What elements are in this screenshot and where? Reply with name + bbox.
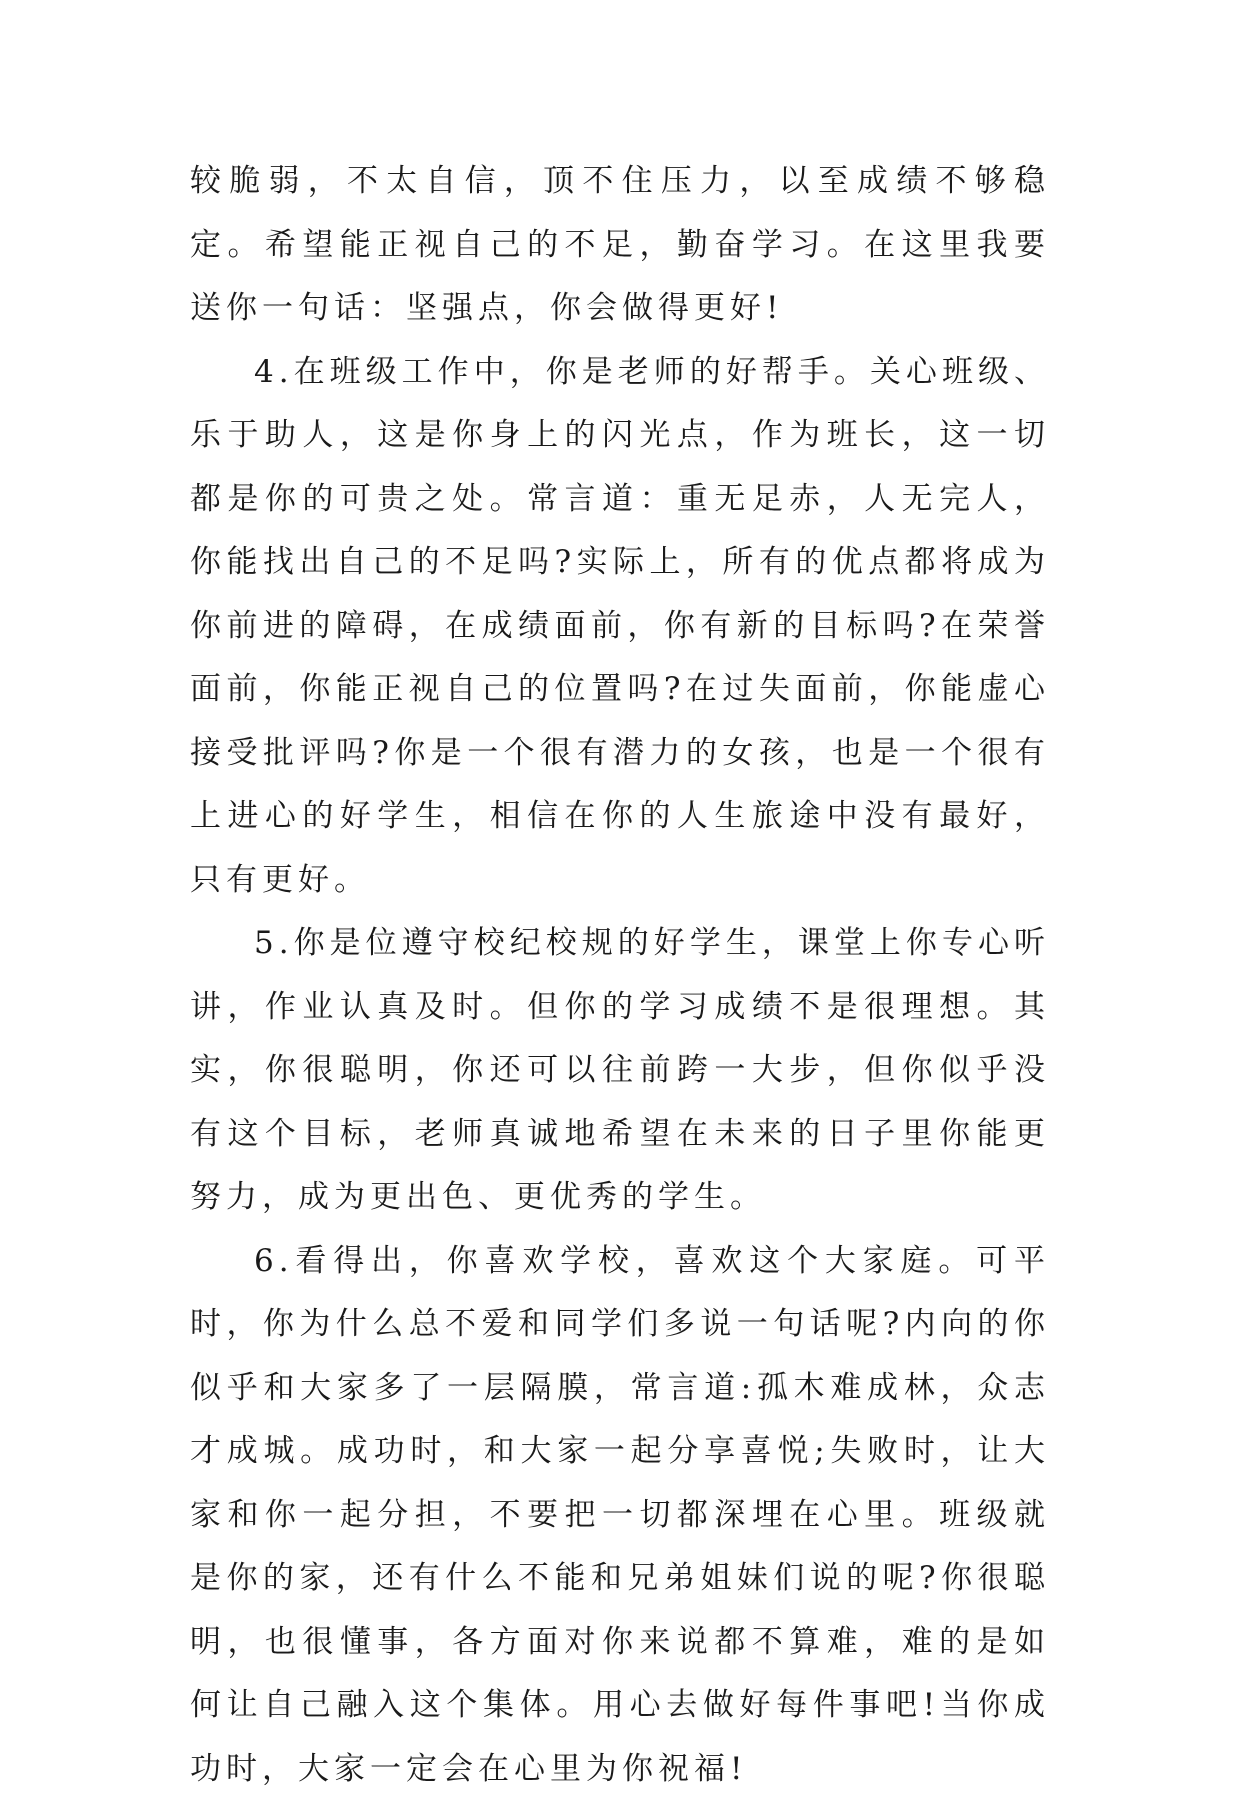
document-body: [190, 150, 1050, 1801]
paragraph-item-4: 4.在班级工作中，你是老师的好帮手。关心班级、乐于助人，这是你身上的闪光点，作为班长，这一切都是你的可贵之处。常言道：重无足赤，人无完人，你能找出自己的不足吗?实际上，所有的优点都将成为你前进的障碍，在成绩面前，你有新的目标吗?在荣誉面前，你能正视自己的位置吗?在过失面前，你能虚心接受批评吗?你是一个很有潜力的女孩，也是一个很有上进心的好学生，相信在你的人生旅途中没有最好，只有更好。: [190, 341, 1050, 913]
paragraph-item-5: 5.你是位遵守校纪校规的好学生，课堂上你专心听讲，作业认真及时。但你的学习成绩不是很理想。其实，你很聪明，你还可以往前跨一大步，但你似乎没有这个目标，老师真诚地希望在未来的日子里你能更努力，成为更出色、更优秀的学生。: [190, 912, 1050, 1230]
paragraph-item-6: 6.看得出，你喜欢学校，喜欢这个大家庭。可平时，你为什么总不爱和同学们多说一句话呢?内向的你似乎和大家多了一层隔膜，常言道:孤木难成林，众志才成城。成功时，和大家一起分享喜悦;失败时，让大家和你一起分担，不要把一切都深埋在心里。班级就是你的家，还有什么不能和兄弟姐妹们说的呢?你很聪明，也很懂事，各方面对你来说都不算难，难的是如何让自己融入这个集体。用心去做好每件事吧!当你成功时，大家一定会在心里为你祝福!: [190, 1230, 1050, 1801]
paragraph-continuation: 较脆弱，不太自信，顶不住压力，以至成绩不够稳定。希望能正视自己的不足，勤奋学习。在这里我要送你一句话：坚强点，你会做得更好!: [190, 150, 1050, 341]
